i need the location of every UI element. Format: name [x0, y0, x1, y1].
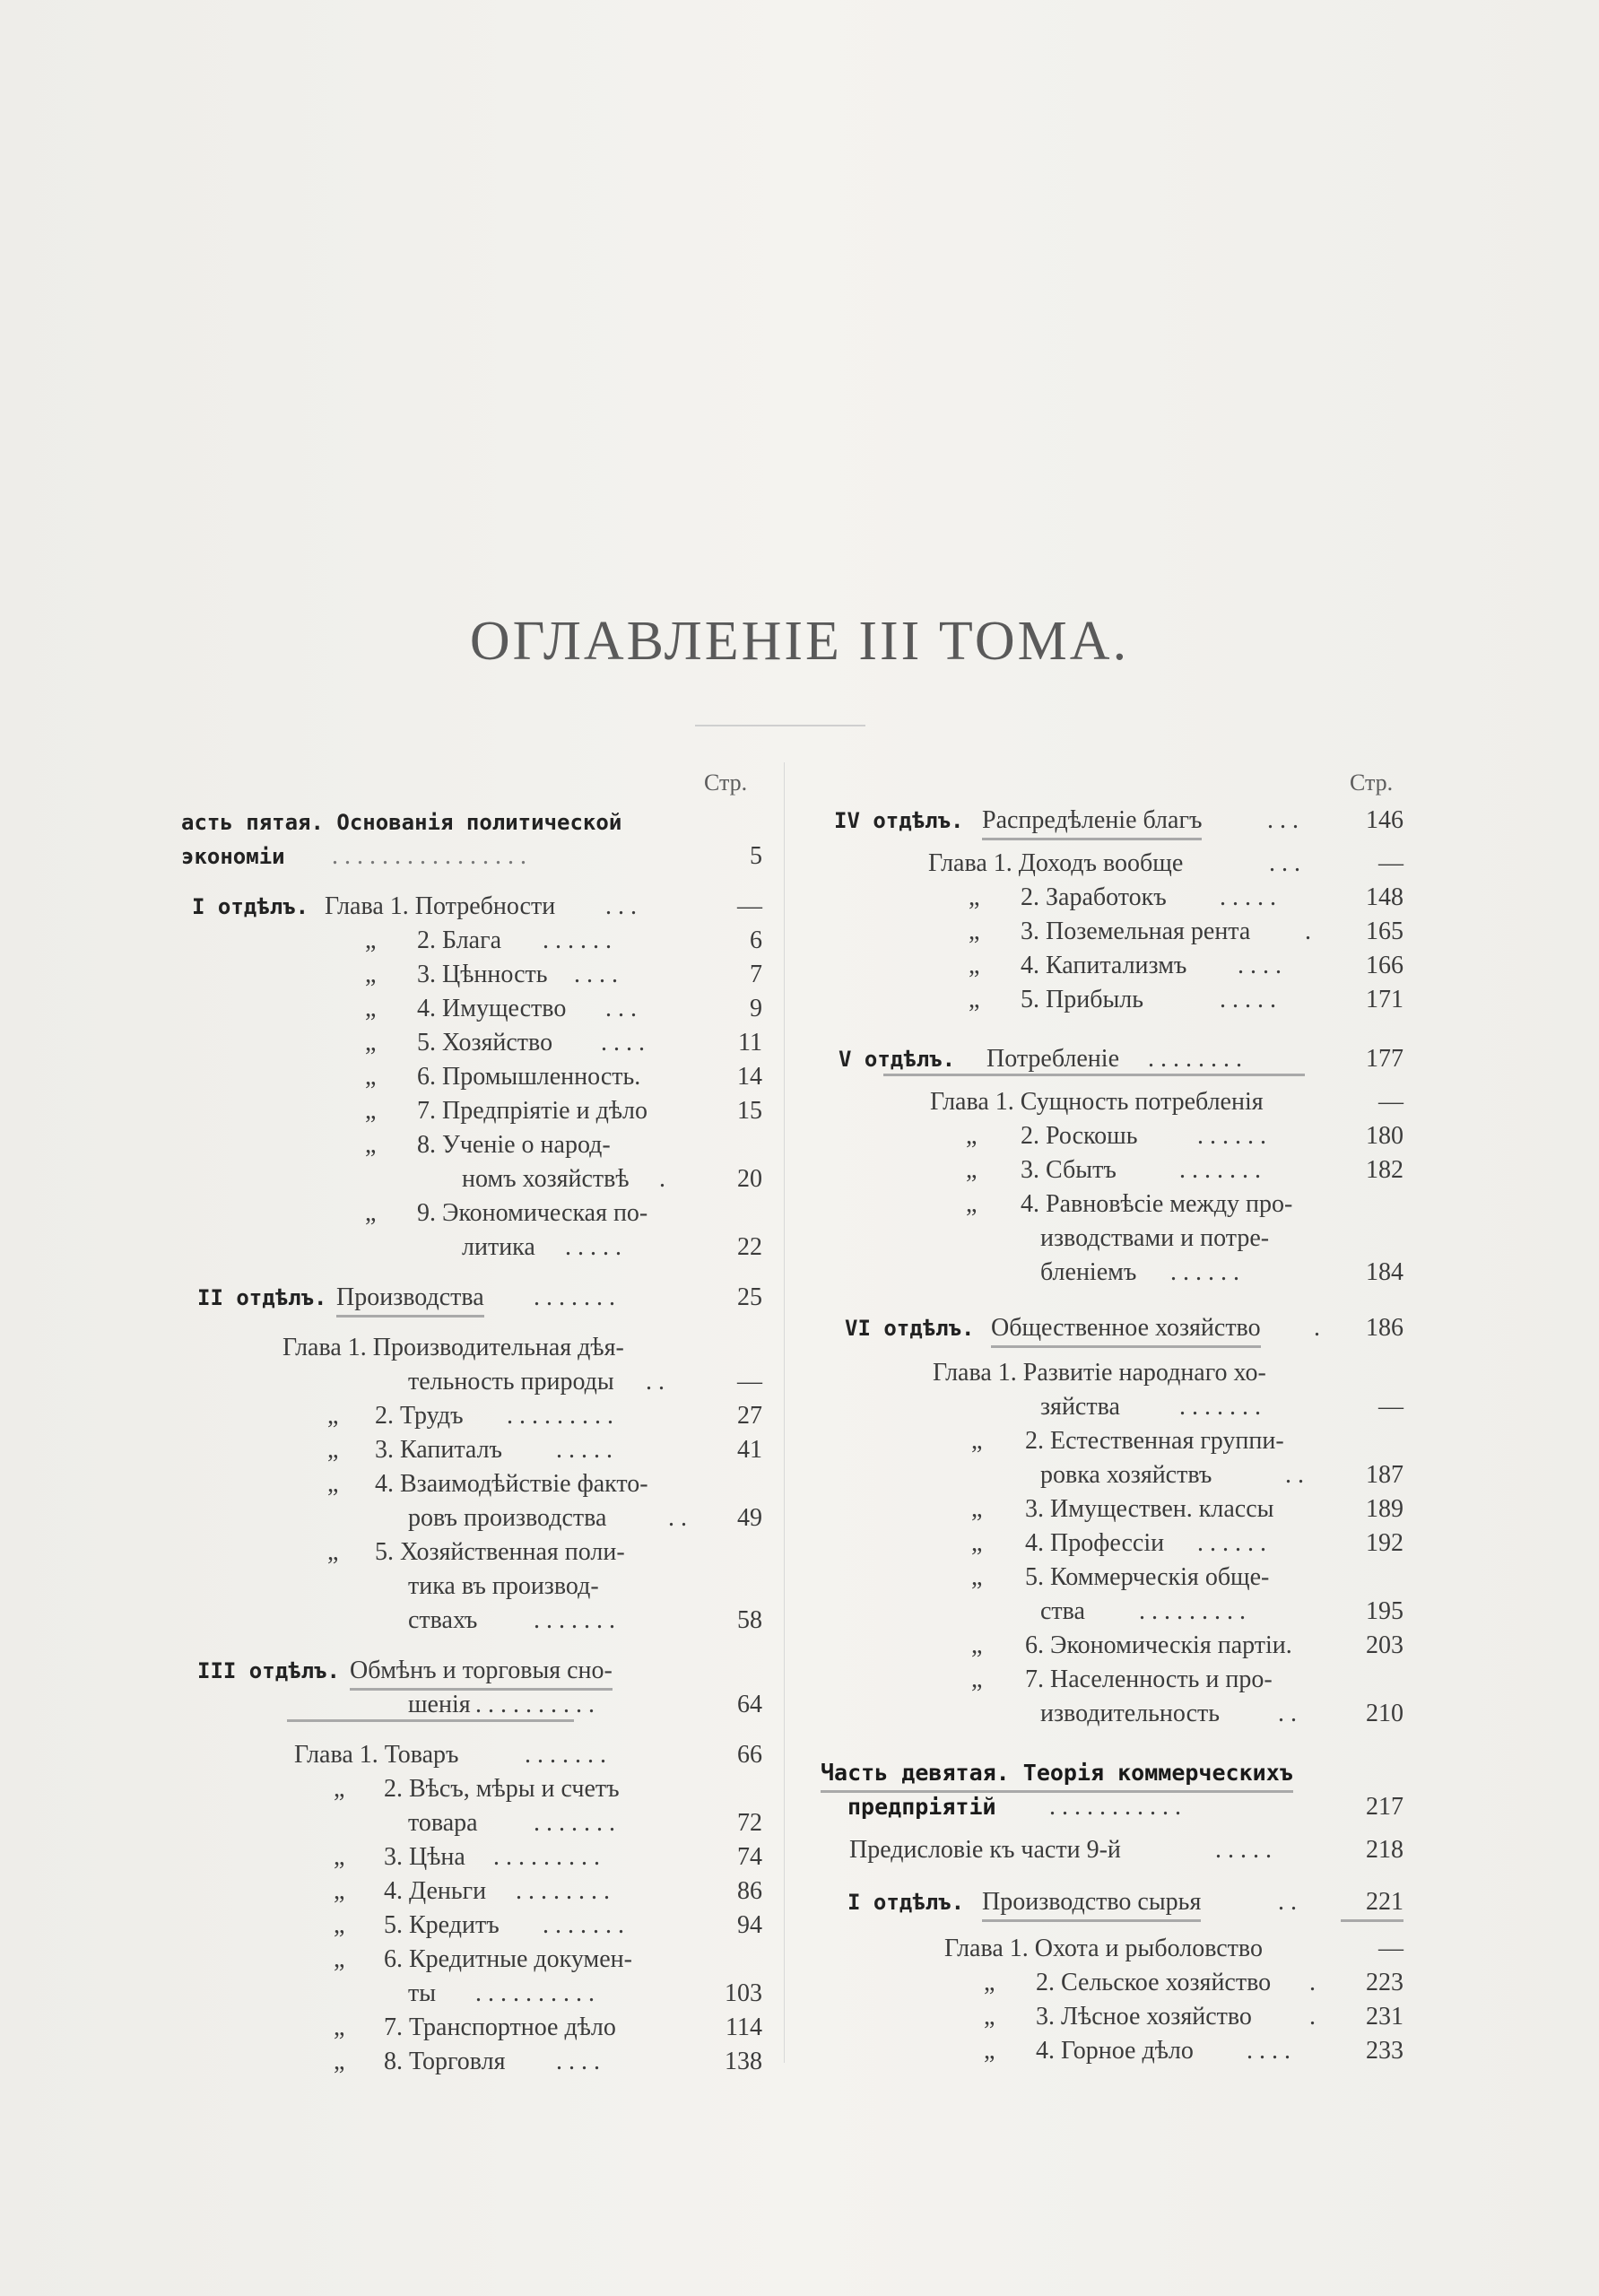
toc-entry: Глава 1. Товаръ — [294, 1741, 459, 1769]
dot-leader: . — [1305, 918, 1311, 945]
ditto-mark: „ — [969, 883, 980, 911]
toc-entry-cont: тика въ производ- — [408, 1572, 599, 1600]
page-number: 146 — [1366, 806, 1403, 834]
toc-entry: 3. Имуществен. классы — [1025, 1495, 1274, 1523]
ditto-mark: „ — [969, 986, 980, 1013]
page-number: 74 — [737, 1843, 762, 1871]
page-number: 217 — [1366, 1793, 1403, 1821]
dot-leader: . . . . . . . — [1179, 1393, 1261, 1421]
dot-leader: . . . . — [1247, 2037, 1290, 2065]
dot-leader: . . . . . . . . — [1148, 1045, 1242, 1073]
dot-leader: . . . — [1269, 849, 1300, 877]
toc-entry: Глава 1. Развитіе народнаго хо- — [933, 1359, 1266, 1387]
toc-entry: 5. Хозяйство — [417, 1029, 553, 1057]
dot-leader: . . . . . . . . . — [1139, 1597, 1246, 1625]
section-label: II отдѣлъ. — [197, 1285, 327, 1310]
dot-leader: . . . . — [601, 1029, 645, 1057]
toc-entry: 3. Лѣсное хозяйство — [1036, 2003, 1252, 2031]
dot-leader: . . . — [605, 892, 637, 920]
toc-entry: 3. Капиталъ — [375, 1436, 503, 1464]
page-number: 27 — [737, 1402, 762, 1430]
dot-leader: . . . . . . . . . . . — [1049, 1793, 1181, 1821]
ditto-mark: „ — [966, 1190, 978, 1218]
page-number: 25 — [737, 1283, 762, 1311]
ditto-mark: „ — [365, 1199, 377, 1227]
ditto-mark: „ — [969, 952, 980, 979]
toc-entry-cont: бленіемъ — [1040, 1258, 1137, 1286]
page-number: 180 — [1366, 1122, 1403, 1150]
toc-entry: 2. Трудъ — [375, 1402, 464, 1430]
ditto-mark: „ — [984, 2037, 995, 2065]
toc-entry-cont: ты — [408, 1979, 437, 2007]
toc-entry: 2. Роскошь — [1021, 1122, 1138, 1150]
dot-leader: . . . . . . . — [534, 1283, 615, 1311]
dot-leader: . . . . . . — [1170, 1258, 1239, 1286]
page-number: 189 — [1366, 1495, 1403, 1523]
toc-entry: 8. Ученіе о народ- — [417, 1131, 611, 1159]
ditto-mark: „ — [971, 1427, 983, 1455]
toc-entry: 3. Цѣна — [384, 1843, 465, 1871]
page-number: 182 — [1366, 1156, 1403, 1184]
toc-entry: 7. Населенность и про- — [1025, 1665, 1273, 1693]
column-divider — [784, 762, 785, 2063]
ditto-mark: „ — [334, 2013, 345, 2041]
section-title: Производства — [336, 1281, 484, 1318]
page-number: 66 — [737, 1741, 762, 1769]
page-column-label: Стр. — [1350, 770, 1394, 796]
ditto-mark: „ — [971, 1529, 983, 1557]
page-number: 186 — [1366, 1314, 1403, 1342]
toc-entry: 2. Сельское хозяйство — [1036, 1969, 1272, 1996]
ditto-mark: „ — [334, 1877, 345, 1905]
toc-entry-cont: изводствами и потре- — [1040, 1224, 1270, 1252]
dot-leader: . . . . — [556, 2048, 600, 2075]
dot-leader: . . . . . . . — [1179, 1156, 1261, 1184]
ditto-mark: „ — [971, 1495, 983, 1523]
toc-entry: 4. Профессіи — [1025, 1529, 1165, 1557]
toc-entry-cont: литика — [462, 1233, 535, 1261]
page-number: — — [1378, 1935, 1403, 1962]
section-title: Обмѣнъ и торговыя сно- — [350, 1654, 613, 1691]
page-number: 15 — [737, 1097, 762, 1125]
toc-entry: 2. Вѣсъ, мѣры и счетъ — [384, 1775, 620, 1803]
title-rule — [695, 725, 865, 726]
section-label: IV отдѣлъ. — [834, 808, 964, 833]
dot-leader: . . — [1278, 1700, 1297, 1727]
toc-entry: 7. Транспортное дѣло — [384, 2013, 616, 2041]
dot-leader: . . . . — [1238, 952, 1282, 979]
ditto-mark: „ — [334, 2048, 345, 2075]
section-title-cont: шенія — [287, 1688, 574, 1722]
page-number: 72 — [737, 1809, 762, 1837]
page-number: 187 — [1366, 1461, 1403, 1489]
toc-entry: 6. Экономическія партіи. — [1025, 1631, 1292, 1659]
page-number: 64 — [737, 1691, 762, 1718]
dot-leader: . . . . . . . — [543, 1911, 624, 1939]
section-title: Потребленіе — [883, 1042, 1305, 1076]
section-label: VI отдѣлъ. — [845, 1316, 975, 1341]
ditto-mark: „ — [971, 1665, 983, 1693]
dot-leader: . . . . . . . — [534, 1809, 615, 1837]
ditto-mark: „ — [334, 1843, 345, 1871]
page-number: 177 — [1366, 1045, 1403, 1073]
toc-entry: 7. Предпріятіе и дѣло — [417, 1097, 648, 1125]
toc-entry-cont: ровъ производства — [408, 1504, 607, 1532]
ditto-mark: „ — [365, 961, 377, 988]
page-number: 20 — [737, 1165, 762, 1193]
toc-entry: Предисловіе къ части 9-й — [849, 1836, 1121, 1864]
page-number: 5 — [750, 842, 762, 870]
ditto-mark: „ — [365, 1097, 377, 1125]
toc-entry-cont: зяйства — [1040, 1393, 1120, 1421]
toc-entry: 9. Экономическая по- — [417, 1199, 648, 1227]
section-label: V отдѣлъ. — [839, 1047, 956, 1072]
ditto-mark: „ — [365, 1063, 377, 1091]
part-title: асть пятая. Основанія политической — [181, 810, 622, 835]
toc-entry: 6. Промышленность. — [417, 1063, 641, 1091]
ditto-mark: „ — [966, 1122, 978, 1150]
ditto-mark: „ — [365, 1131, 377, 1159]
dot-leader: . . . . . — [1215, 1836, 1272, 1864]
dot-leader: . . — [1278, 1888, 1297, 1916]
toc-entry-cont: ствахъ — [408, 1606, 478, 1634]
toc-entry: 5. Кредитъ — [384, 1911, 500, 1939]
dot-leader: . — [659, 1165, 665, 1193]
section-title: Общественное хозяйство — [991, 1311, 1261, 1348]
toc-entry: 4. Горное дѣло — [1036, 2037, 1194, 2065]
toc-entry-cont: номъ хозяйствѣ — [462, 1165, 630, 1193]
page-number: — — [1378, 849, 1403, 877]
ditto-mark: „ — [334, 1775, 345, 1803]
page-number: 138 — [725, 2048, 762, 2075]
part-title-cont: предпріятій — [847, 1794, 996, 1820]
dot-leader: . . . — [605, 995, 637, 1022]
page-number: 221 — [1341, 1885, 1403, 1922]
ditto-mark: „ — [334, 1945, 345, 1973]
dot-leader: . . — [1285, 1461, 1304, 1489]
ditto-mark: „ — [971, 1563, 983, 1591]
page-number: 192 — [1366, 1529, 1403, 1557]
page-number: 233 — [1366, 2037, 1403, 2065]
page-number: 22 — [737, 1233, 762, 1261]
dot-leader: . . . . — [574, 961, 618, 988]
dot-leader: . . . . . . . . — [516, 1877, 610, 1905]
ditto-mark: „ — [327, 1436, 339, 1464]
ditto-mark: „ — [365, 926, 377, 954]
toc-entry: 3. Цѣнность — [417, 961, 548, 988]
dot-leader: . . . . . . . — [534, 1606, 615, 1634]
page-column-label: Стр. — [704, 770, 748, 796]
dot-leader: . . . . . . . — [525, 1741, 606, 1769]
dot-leader: . . . . . — [556, 1436, 613, 1464]
toc-entry: 4. Деньги — [384, 1877, 487, 1905]
section-label: III отдѣлъ. — [197, 1658, 340, 1683]
dot-leader: . . . . . . . . . . — [475, 1691, 595, 1718]
ditto-mark: „ — [365, 995, 377, 1022]
dot-leader: . . . . . — [565, 1233, 621, 1261]
page-number: 218 — [1366, 1836, 1403, 1864]
ditto-mark: „ — [327, 1402, 339, 1430]
dot-leader: . . . . . . . . . — [507, 1402, 613, 1430]
toc-entry: 5. Хозяйственная поли- — [375, 1538, 625, 1566]
page-number: — — [1378, 1393, 1403, 1421]
page-number: 49 — [737, 1504, 762, 1532]
toc-entry-cont: товара — [408, 1809, 478, 1837]
dot-leader: . . . . . — [1220, 883, 1276, 911]
toc-entry: 5. Прибыль — [1021, 986, 1144, 1013]
dot-leader: . . . . . . . . . . . . . . . . — [332, 842, 526, 870]
page-number: 14 — [737, 1063, 762, 1091]
toc-entry: Глава 1. Потребности — [325, 892, 556, 920]
page-number: 86 — [737, 1877, 762, 1905]
part-title-cont: экономіи — [181, 844, 285, 869]
dot-leader: . . — [646, 1368, 665, 1396]
page-number: 7 — [750, 961, 762, 988]
page-number: 58 — [737, 1606, 762, 1634]
ditto-mark: „ — [984, 1969, 995, 1996]
page-number: 203 — [1366, 1631, 1403, 1659]
toc-entry: 4. Взаимодѣйствіе факто- — [375, 1470, 648, 1498]
toc-entry: 4. Равновѣсіе между про- — [1021, 1190, 1293, 1218]
toc-entry: 2. Естественная группи- — [1025, 1427, 1284, 1455]
page-number: — — [737, 1368, 762, 1396]
dot-leader: . . . . . . — [1197, 1122, 1266, 1150]
dot-leader: . — [1314, 1314, 1320, 1342]
page-number: 103 — [725, 1979, 762, 2007]
ditto-mark: „ — [984, 2003, 995, 2031]
section-title: Производство сырья — [982, 1885, 1201, 1922]
toc-entry: Глава 1. Доходъ вообще — [928, 849, 1184, 877]
dot-leader: . — [1309, 1969, 1316, 1996]
ditto-mark: „ — [971, 1631, 983, 1659]
page-number: — — [737, 892, 762, 920]
page-number: 148 — [1366, 883, 1403, 911]
page-number: 195 — [1366, 1597, 1403, 1625]
page-number: 114 — [726, 2013, 762, 2041]
ditto-mark: „ — [966, 1156, 978, 1184]
page-number: 165 — [1366, 918, 1403, 945]
page-number: 94 — [737, 1911, 762, 1939]
dot-leader: . . . . . — [1220, 986, 1276, 1013]
page-number: — — [1378, 1088, 1403, 1116]
toc-entry: 8. Торговля — [384, 2048, 506, 2075]
toc-entry: 3. Поземельная рента — [1021, 918, 1251, 945]
toc-entry-cont: тельность природы — [408, 1368, 614, 1396]
dot-leader: . . . . . . — [1197, 1529, 1266, 1557]
section-label: I отдѣлъ. — [847, 1890, 965, 1915]
toc-entry-cont: ровка хозяйствъ — [1040, 1461, 1212, 1489]
page-number: 11 — [738, 1029, 762, 1057]
ditto-mark: „ — [969, 918, 980, 945]
page-number: 210 — [1366, 1700, 1403, 1727]
toc-entry-cont: изводительность — [1040, 1700, 1221, 1727]
toc-entry: 2. Блага — [417, 926, 502, 954]
page-number: 6 — [750, 926, 762, 954]
toc-entry: 3. Сбытъ — [1021, 1156, 1117, 1184]
toc-entry: 4. Имущество — [417, 995, 567, 1022]
toc-entry: 5. Коммерческія обще- — [1025, 1563, 1270, 1591]
section-label: I отдѣлъ. — [192, 894, 309, 919]
dot-leader: . — [1309, 2003, 1316, 2031]
page-number: 184 — [1366, 1258, 1403, 1286]
page-number: 9 — [750, 995, 762, 1022]
toc-entry: Глава 1. Сущность потребленія — [930, 1088, 1264, 1116]
toc-entry: 2. Заработокъ — [1021, 883, 1167, 911]
ditto-mark: „ — [327, 1470, 339, 1498]
toc-entry: 6. Кредитные докумен- — [384, 1945, 632, 1973]
dot-leader: . . . . . . . . . . — [475, 1979, 595, 2007]
toc-entry-cont: ства — [1040, 1597, 1085, 1625]
page-title: ОГЛАВЛЕНІЕ III ТОМА. — [469, 611, 1130, 672]
page-number: 171 — [1366, 986, 1403, 1013]
dot-leader: . . . . . . — [543, 926, 612, 954]
part-title: Часть девятая. Теорія коммерческихъ — [821, 1756, 1293, 1793]
section-title: Распредѣленіе благъ — [982, 804, 1202, 840]
dot-leader: . . . . . . . . . — [493, 1843, 600, 1871]
page-number: 223 — [1366, 1969, 1403, 1996]
page-number: 41 — [737, 1436, 762, 1464]
ditto-mark: „ — [334, 1911, 345, 1939]
ditto-mark: „ — [327, 1538, 339, 1566]
page-number: 166 — [1366, 952, 1403, 979]
page-number: 231 — [1366, 2003, 1403, 2031]
toc-entry: 4. Капитализмъ — [1021, 952, 1187, 979]
dot-leader: . . . — [1267, 806, 1299, 834]
toc-entry: Глава 1. Производительная дѣя- — [282, 1334, 624, 1361]
dot-leader: . . — [668, 1504, 687, 1532]
ditto-mark: „ — [365, 1029, 377, 1057]
toc-entry: Глава 1. Охота и рыболовство — [944, 1935, 1263, 1962]
